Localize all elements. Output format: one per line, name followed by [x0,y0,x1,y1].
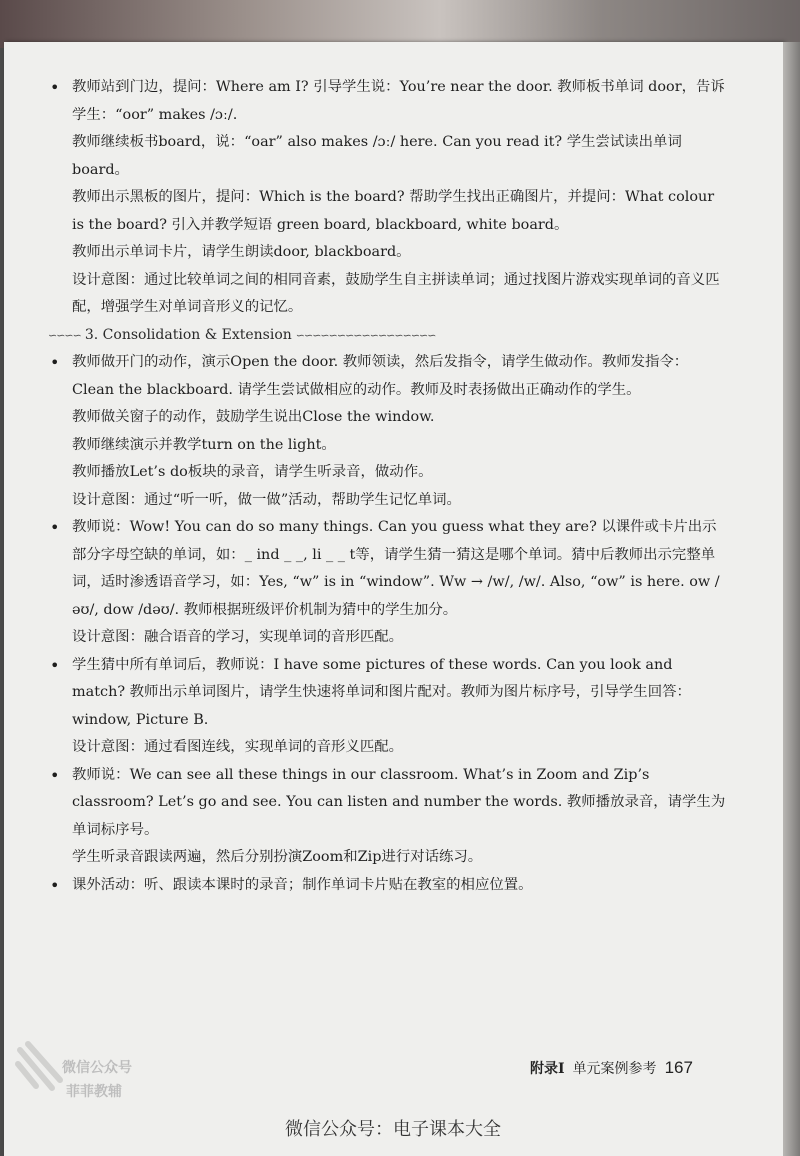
design-intent-2: 设计意图：通过“听一听，做一做”活动，帮助学生记忆单词。 [72,491,461,508]
design-intent-1: 设计意图：通过比较单词之间的相同音素，鼓励学生自主拼读单词；通过找图片游戏实现单词的音义匹配，增强学生对单词音形义的记忆。 [72,271,720,315]
page-edge [783,42,800,1156]
footer-section: 附录Ⅰ [530,1061,565,1077]
paragraph-2: 教师继续板书board，说：“oar” also makes /ɔː/ here. Can you read it? 学生尝试读出单词 board。 [72,134,682,178]
wave-ornament-left: ∽∽∽∽ [48,328,81,342]
paragraph-3: 教师出示黑板的图片，提问：Which is the board? 帮助学生找出正确图片，并提问：What colour is the board? 引入并教学短语 green board, blackboard, white board。 [72,189,715,233]
paragraph-13: • 学生猜中所有单词后，教师说：I have some pictures of these words. Can you look and match? 教师出示单词图片，请学生快速将单词和图片配对。教师为图片标序号，引导学生回答：window, Picture B. [48,652,728,735]
paragraph-17: • 课外活动：听、跟读本课时的录音；制作单词卡片贴在教室的相应位置。 [48,872,728,900]
paragraph-8: 教师继续演示并教学turn on the light。 [72,436,336,453]
paragraph-16: 学生听录音跟读两遍，然后分别扮演Zoom和Zip进行对话练习。 [72,849,483,865]
footer-label: 单元案例参考 [572,1061,657,1077]
paragraph-6: • 教师做开门的动作，演示Open the door. 教师领读，然后发指令，请学生做动作。教师发指令：Clean the blackboard. 请学生尝试做相应的动作。教师及时表扬做出正确动作的学生。 [48,349,728,404]
watermark-line-1: 微信公众号 [62,1060,132,1076]
paragraph-7: 教师做关窗子的动作，鼓励学生说出Close the window. [72,409,435,425]
section-heading [48,322,728,350]
paragraph-9: 教师播放Let’s do板块的录音，请学生听录音，做动作。 [72,464,433,480]
design-intent-3: 设计意图：融合语音的学习，实现单词的音形匹配。 [72,629,403,645]
paragraph-15: • 教师说：We can see all these things in our classroom. What’s in Zoom and Zip’s classroom? Let’s go and see. You can listen and number the words. 教师播放录音，请学生为单词标序号。 [48,762,728,845]
section-title: 3. Consolidation & Extension [84,326,292,343]
watermark-line-2: 菲菲教辅 [66,1084,122,1100]
design-intent-4: 设计意图：通过看图连线，实现单词的音形义匹配。 [72,739,403,755]
paragraph-1: • 教师站到门边，提问：Where am I? 引导学生说：You’re near the door. 教师板书单词 door，告诉学生：“oor” makes /ɔː/. [48,74,728,129]
paragraph-4: 教师出示单词卡片，请学生朗读door, blackboard。 [72,244,411,260]
bottom-watermark: 微信公众号：电子课本大全 [285,1119,501,1140]
page-content [48,74,728,899]
paragraph-11: • 教师说：Wow! You can do so many things. Can you guess what they are? 以课件或卡片出示部分字母空缺的单词，如：_ ind _ _, li _ _ t等，请学生猜一猜这是哪个单词。猜中后教师出示完整单词，适时渗透语音学习，如：Yes, “w” is in “window”. Ww → /w/, /w/. Also, “ow” is here. ow /əʊ/, dow /dəʊ/. 教师根据班级评价机制为猜中的学生加分。 [48,514,728,624]
top-decorative-strip [0,0,800,48]
page-footer [530,1058,693,1078]
page-number: 167 [664,1058,693,1077]
wave-ornament-right: ∽∽∽∽∽∽∽∽∽∽∽∽∽∽∽∽∽ [295,328,436,342]
